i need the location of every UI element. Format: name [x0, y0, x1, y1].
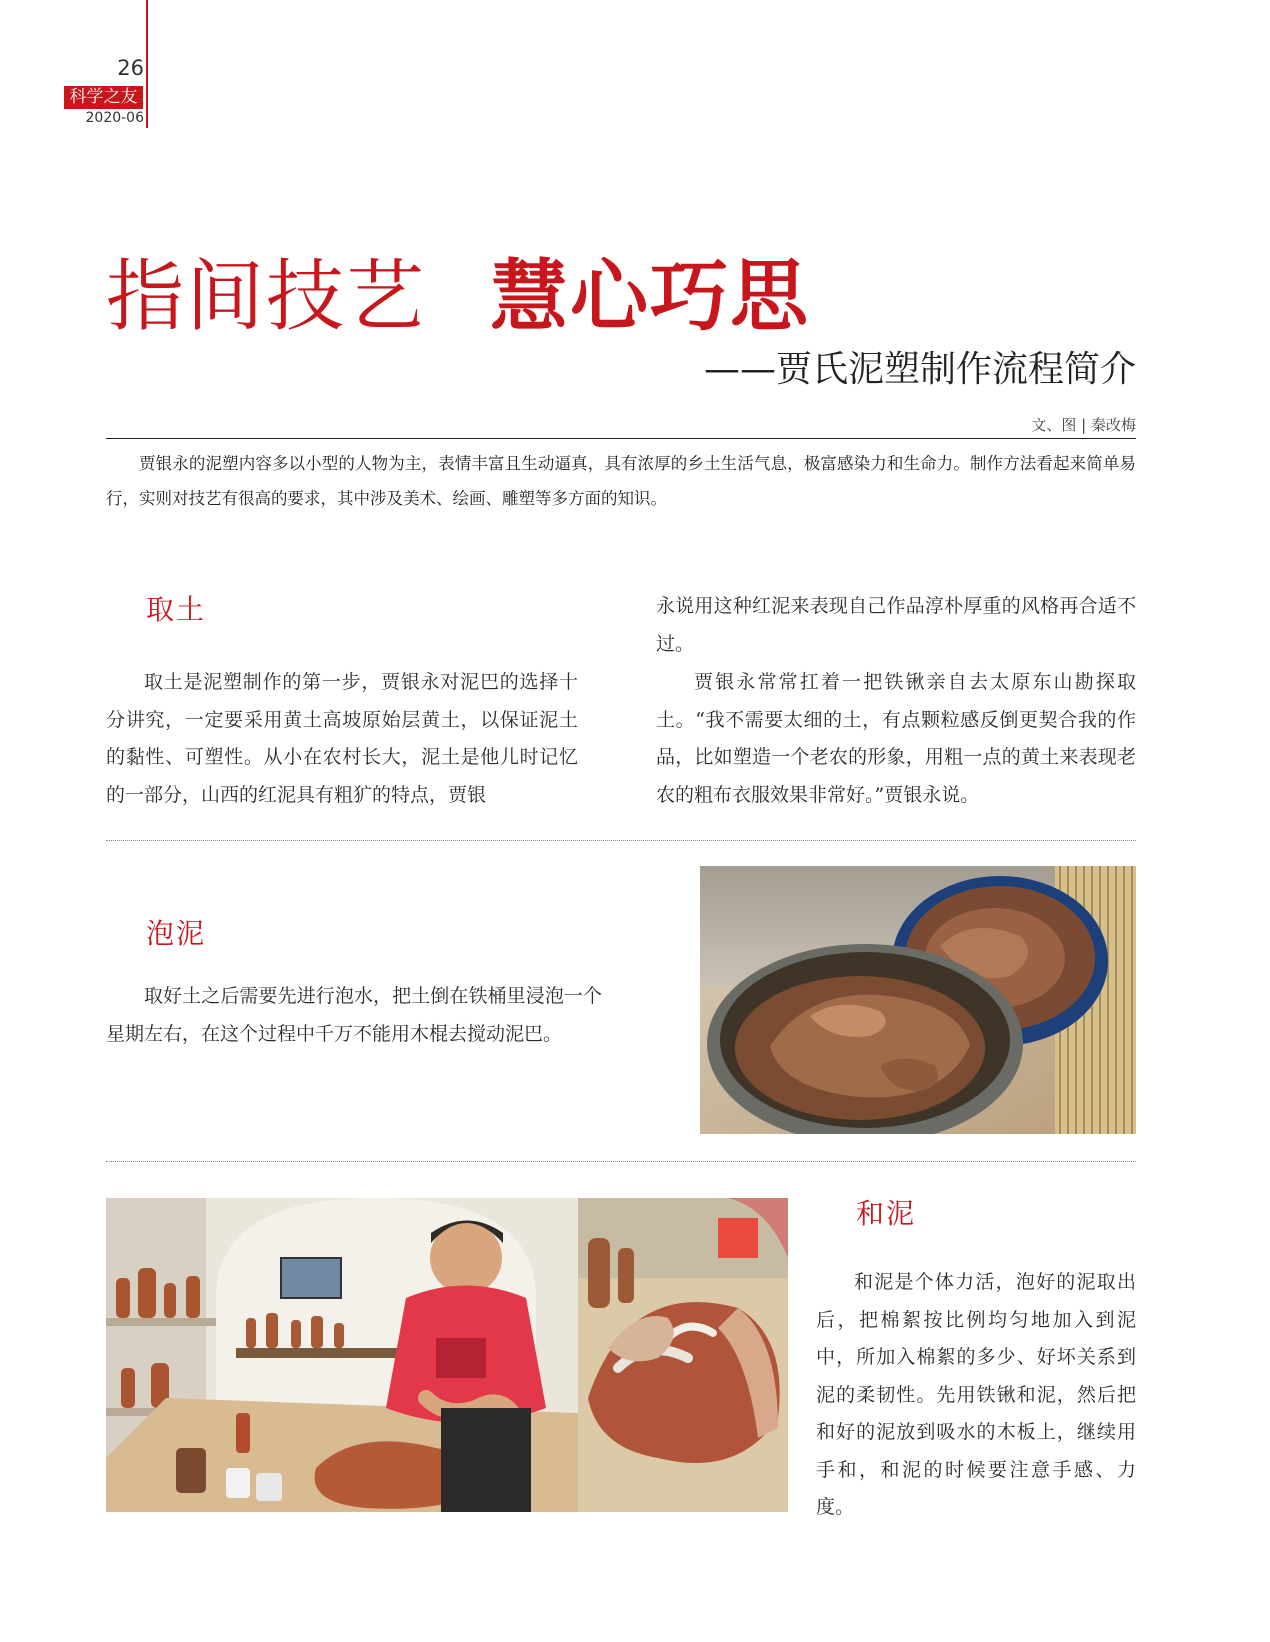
- byline: 文、图 | 秦改梅: [1031, 416, 1136, 434]
- heading-paoni: 泡泥: [146, 917, 207, 950]
- photo-workshop-mixing: [106, 1198, 578, 1512]
- subtitle: ——贾氏泥塑制作流程简介: [703, 349, 1136, 390]
- paoni-paragraph: 取好土之后需要先进行泡水，把土倒在铁桶里浸泡一个星期左右，在这个过程中千万不能用木棍去搅动泥巴。: [106, 985, 602, 1045]
- page-marker-line: [146, 0, 148, 128]
- qutu-paragraph-2: 贾银永常常扛着一把铁锹亲自去太原东山勘探取土。“我不需要太细的土，有点颗粒感反倒更契合我的作品，比如塑造一个老农的形象，用粗一点的黄土来表现老农的粗布衣服效果非常好。”贾银永说。: [656, 671, 1136, 806]
- qutu-paragraph-1-continued: 永说用这种红泥来表现自己作品淳朴厚重的风格再合适不过。: [656, 595, 1136, 655]
- title-part1: 指间技艺: [106, 252, 427, 342]
- title-part2: 慧心巧思: [490, 252, 811, 342]
- page-number: 26: [117, 56, 144, 80]
- section-divider-1: [106, 840, 1136, 841]
- title-rule: [106, 438, 1136, 439]
- lead-paragraph: 贾银永的泥塑内容多以小型的人物为主，表情丰富且生动逼真，具有浓厚的乡土生活气息，极富感染力和生命力。制作方法看起来简单易行，实则对技艺有很高的要求，其中涉及美术、绘画、雕塑等多方面的知识。: [106, 454, 1136, 508]
- section-divider-2: [106, 1161, 1136, 1162]
- heading-qutu: 取土: [146, 593, 207, 626]
- magazine-name: 科学之友: [64, 86, 143, 109]
- issue-date: 2020-06: [85, 110, 144, 126]
- photo-hands-kneading: [578, 1198, 788, 1512]
- photo-soaking-buckets: [700, 866, 1136, 1134]
- qutu-paragraph-1: 取土是泥塑制作的第一步，贾银永对泥巴的选择十分讲究，一定要采用黄土高坡原始层黄土，以保证泥土的黏性、可塑性。从小在农村长大，泥土是他儿时记忆的一部分，山西的红泥具有粗犷的特点，贾银: [106, 671, 578, 806]
- heading-heni: 和泥: [856, 1197, 917, 1230]
- heni-paragraph: 和泥是个体力活，泡好的泥取出后，把棉絮按比例均匀地加入到泥中，所加入棉絮的多少、好坏关系到泥的柔韧性。先用铁锹和泥，然后把和好的泥放到吸水的木板上，继续用手和，和泥的时候要注意手感、力度。: [816, 1271, 1136, 1518]
